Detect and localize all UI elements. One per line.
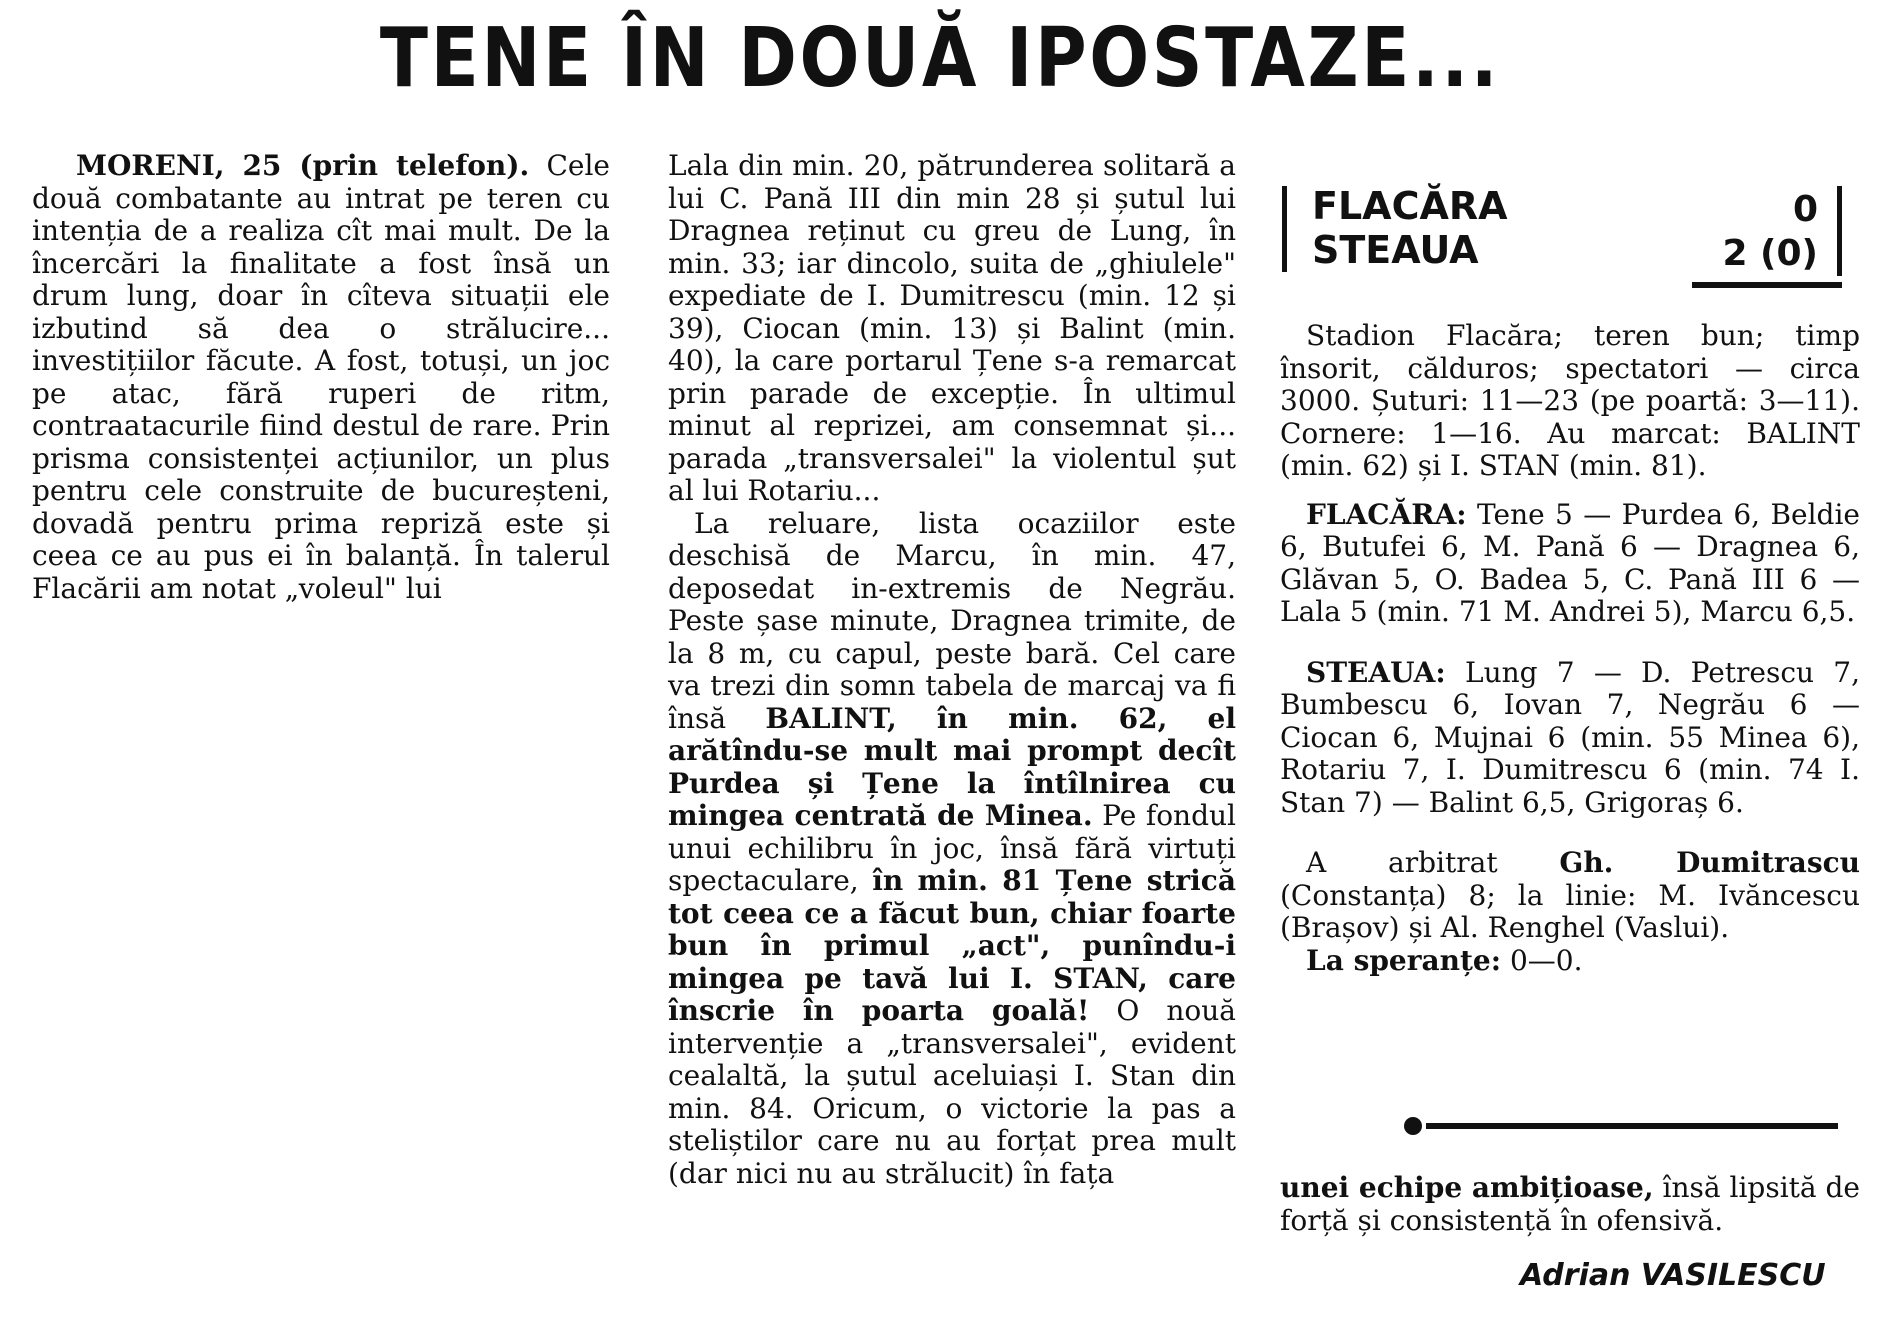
divider-line — [1426, 1123, 1838, 1129]
referee-intro: A arbitrat — [1306, 846, 1498, 879]
scoreboard-right-rule — [1837, 186, 1842, 276]
scoreboard — [1282, 180, 1842, 290]
team-home: FLACĂRA — [1312, 184, 1508, 228]
article-title: TENE ÎN DOUĂ IPOSTAZE... — [379, 11, 1501, 106]
team-away: STEAUA — [1312, 228, 1479, 272]
article-column-2 — [668, 150, 1236, 1190]
score-away: 2 (0) — [1722, 233, 1818, 274]
referee-details: (Constanța) 8; la linie: M. Ivăncescu (Brașov) și Al. Renghel (Vaslui). — [1280, 878, 1860, 944]
match-info: Stadion Flacăra; teren bun; timp însorit, călduros; spectatori — circa 3000. Șuturi: 11—23 (pe poartă: 3—11). Cornere: 1—16. Au marcat: BALINT (min. 62) și I. STAN (min. 81). — [1280, 319, 1860, 482]
lineup-steaua — [1280, 657, 1860, 820]
col2-text-e: O nouă intervenție a „transversalei", evident cealaltă, la șutul aceluiași I. Stan din min. 84. Oricum, o victorie la pas a steliștilor care nu au forțat prea mult (dar nici nu au strălucit) în fața — [668, 994, 1236, 1190]
juniors-label: La speranțe: — [1306, 943, 1502, 977]
divider-bullet — [1404, 1117, 1422, 1135]
lineup-flacara — [1280, 499, 1860, 629]
article-body-col1: Cele două combatante au intrat pe teren cu intenția de a realiza cît mai mult. De la încercări la finalitate a fost însă un drum lung, doar în cîteva situații ele izbutind să dea o strălucire... investițiilor făcute. A fost, totuși, un joc pe atac, fără ruperi de ritm, contraatacurile fiind destul de rare. Prin prisma consistenței acțiunilor, un plus pentru cele construite de bucureșteni, dovadă pentru prima repriză este și ceea ce au pus ei în balanță. În talerul Flacării am notat „voleul" lui — [32, 149, 610, 605]
lineup-flacara-label: FLACĂRA: — [1306, 497, 1467, 531]
referee-name: Gh. Dumitrascu — [1559, 846, 1860, 879]
col2-text-b: BALINT, în min. 62, el arătîndu-se mult mai prompt decît Purdea și Țene la întîlnirea cu mingea centrată de Minea. — [668, 701, 1237, 832]
col4-text-a: unei echipe ambițioase, — [1280, 1171, 1654, 1204]
article-column-4 — [1280, 1172, 1860, 1237]
article-body-col2-p2 — [668, 508, 1236, 1191]
dateline: MORENI, 25 (prin telefon). — [76, 149, 530, 182]
author-signature: Adrian VASILESCU — [1520, 1258, 1826, 1293]
lineup-flacara-players: Tene 5 — Purdea 6, Beldie 6, Butufei 6, M. Pană 6 — Dragnea 6, Glăvan 5, O. Badea 5, C. Pană III 6 — Lala 5 (min. 71 M. Andrei 5), Marcu 6,5. — [1280, 497, 1860, 628]
col2-text-d: în min. 81 Țene strică tot ceea ce a făcut bun, chiar foarte bun în primul „act", punîndu-i mingea pe tavă lui I. STAN, care înscrie în poarta goală! — [668, 864, 1237, 1027]
scoreboard-left-rule — [1282, 186, 1287, 272]
juniors-score: 0—0. — [1509, 943, 1583, 977]
score-home: 0 — [1792, 189, 1818, 230]
section-divider — [1404, 1123, 1838, 1131]
col2-text-a: La reluare, lista ocaziilor este deschisă de Marcu, în min. 47, deposedat in-extremis de Negrău. Peste șase minute, Dragnea trimite, de la 8 m, cu capul, peste bară. Cel care va trezi din somn tabela de marcaj va fi însă — [668, 506, 1236, 735]
lineup-steaua-label: STEAUA: — [1306, 655, 1446, 689]
col4-text-b: însă lipsită de forță și consistență în ofensivă. — [1280, 1171, 1860, 1237]
match-stats-column — [1280, 320, 1860, 977]
col2-text-c: Pe fondul unui echilibru în joc, însă fără virtuți spectaculare, — [668, 799, 1236, 897]
scoreboard-underline — [1692, 282, 1842, 288]
referee-info — [1280, 847, 1860, 945]
lineup-steaua-players: Lung 7 — D. Petrescu 7, Bumbescu 6, Iovan 7, Negrău 6 — Ciocan 6, Mujnai 6 (min. 55 Minea 6), Rotariu 7, I. Dumitrescu 6 (min. 74 I. Stan 7) — Balint 6,5, Grigoraș 6. — [1280, 655, 1860, 819]
juniors-result — [1280, 945, 1860, 978]
article-column-1 — [32, 150, 610, 605]
article-body-col2-p1: Lala din min. 20, pătrunderea solitară a lui C. Pană III din min 28 și șutul lui Dragnea reținut cu greu de Lung, în min. 33; iar dincolo, suita de „ghiulele" expediate de I. Dumitrescu (min. 12 și 39), Ciocan (min. 13) și Balint (min. 40), la care portarul Țene s-a remarcat prin parade de excepție. În ultimul minut al reprizei, am consemnat și... parada „transversalei" la violentul șut al lui Rotariu... — [668, 149, 1236, 507]
